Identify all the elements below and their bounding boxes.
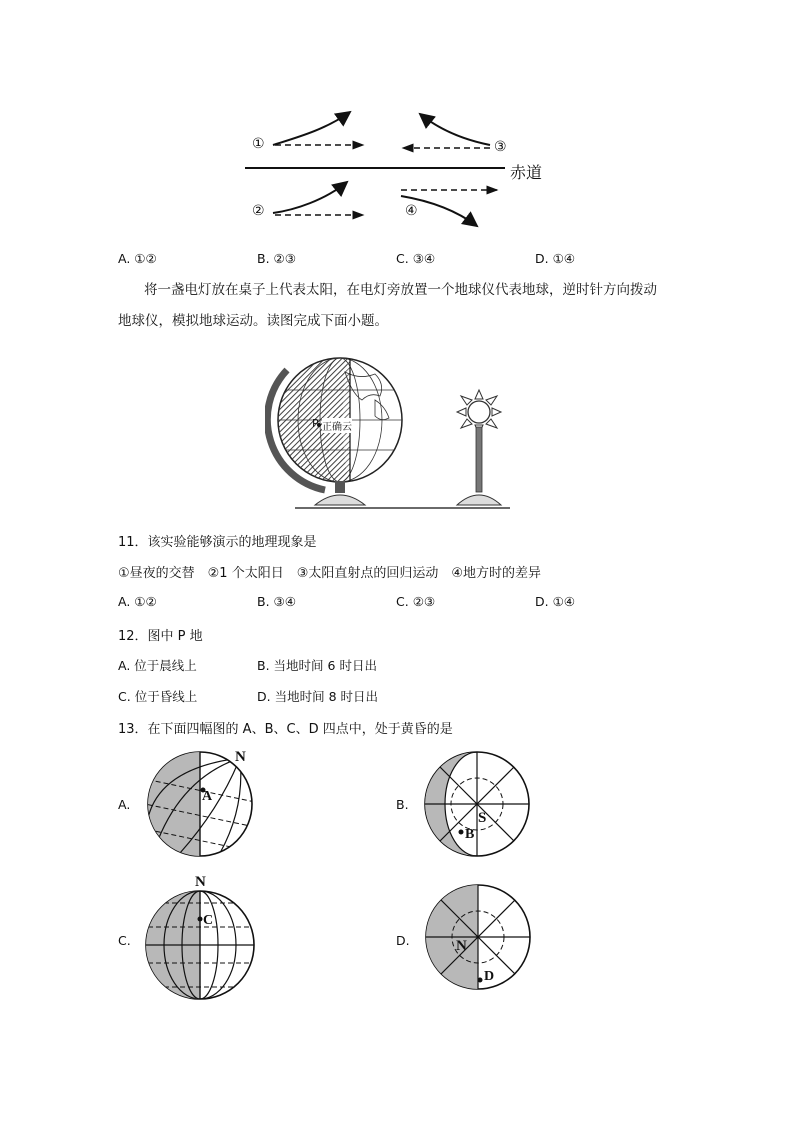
option-letter: B.: [257, 658, 270, 673]
q11-option-a[interactable]: [118, 594, 157, 609]
globe-text: 正确云: [322, 418, 352, 433]
diagram-b: [422, 748, 537, 860]
option-text: 位于昏线上: [134, 689, 198, 704]
diagram-d: [422, 880, 537, 995]
q11-option-b[interactable]: [257, 594, 296, 609]
mark-3: ③: [494, 139, 507, 155]
intro-paragraph: [118, 275, 678, 337]
option-letter: C.: [396, 594, 409, 609]
option-letter: A.: [118, 658, 131, 673]
globe-p-label: P: [312, 417, 319, 430]
diagram-c-point: C: [203, 913, 214, 928]
q11-items: ①昼夜的交替 ②1 个太阳日 ③太阳直射点的回归运动 ④地方时的差异: [118, 566, 542, 581]
option-letter: C.: [396, 251, 409, 266]
option-text: ①②: [134, 251, 157, 266]
globe-lamp-figure: [265, 350, 525, 515]
option-text: ③④: [273, 594, 296, 609]
mark-1: ①: [252, 136, 265, 152]
option-text: 位于晨线上: [134, 658, 197, 673]
diagram-b-point: B: [465, 827, 475, 842]
option-letter: B.: [257, 251, 270, 266]
q10-option-d[interactable]: [535, 251, 575, 266]
option-text: 当地时间 6 时日出: [273, 658, 377, 673]
diagram-a-pole: N: [235, 749, 246, 765]
option-letter: D.: [257, 689, 271, 704]
q10-option-a[interactable]: [118, 251, 157, 266]
mark-4: ④: [405, 203, 418, 219]
option-text: ①②: [134, 594, 157, 609]
option-text: ②③: [412, 594, 436, 609]
option-text: ①④: [552, 251, 576, 266]
diagram-c-pole: N: [195, 874, 206, 890]
option-text: ②③: [273, 251, 296, 266]
q13-option-a[interactable]: A.: [118, 797, 131, 812]
option-letter: D.: [535, 251, 549, 266]
option-letter: B.: [257, 594, 270, 609]
q13-option-d[interactable]: D.: [396, 933, 410, 948]
diagram-a-point: A: [202, 789, 213, 804]
q10-option-b[interactable]: [257, 251, 296, 266]
option-text: 当地时间 8 时日出: [274, 689, 378, 704]
diagram-d-point: D: [484, 969, 495, 984]
option-letter: C.: [118, 689, 131, 704]
q12-option-a[interactable]: [118, 656, 197, 674]
intro-line-1: 将一盏电灯放在桌子上代表太阳，在电灯旁放置一个地球仪代表地球，逆时针方向拨动: [144, 282, 657, 298]
q13-stem: 13．在下面四幅图的 A、B、C、D 四点中，处于黄昏的是: [118, 722, 453, 737]
equator-label: 赤道: [510, 163, 543, 182]
q12-option-d[interactable]: [257, 687, 378, 705]
q12-option-b[interactable]: [257, 656, 377, 674]
intro-line-2: 地球仪，模拟地球运动。读图完成下面小题。: [118, 313, 388, 329]
diagram-c: [140, 885, 265, 1003]
q11-option-d[interactable]: [535, 594, 575, 609]
q10-option-c[interactable]: [396, 251, 435, 266]
option-text: ①④: [552, 594, 576, 609]
q13-option-b[interactable]: B.: [396, 797, 409, 812]
q11-option-c[interactable]: [396, 594, 435, 609]
q12-stem: 12．图中 P 地: [118, 629, 203, 644]
q11-stem: 11．该实验能够演示的地理现象是: [118, 535, 317, 550]
mark-2: ②: [252, 203, 265, 219]
option-letter: A.: [118, 594, 131, 609]
diagram-b-pole: S: [478, 810, 487, 826]
option-text: ③④: [412, 251, 436, 266]
option-letter: D.: [535, 594, 549, 609]
q13-option-c[interactable]: C.: [118, 933, 131, 948]
option-letter: A.: [118, 251, 131, 266]
diagram-d-pole: N: [456, 938, 467, 954]
q12-option-c[interactable]: [118, 687, 197, 705]
